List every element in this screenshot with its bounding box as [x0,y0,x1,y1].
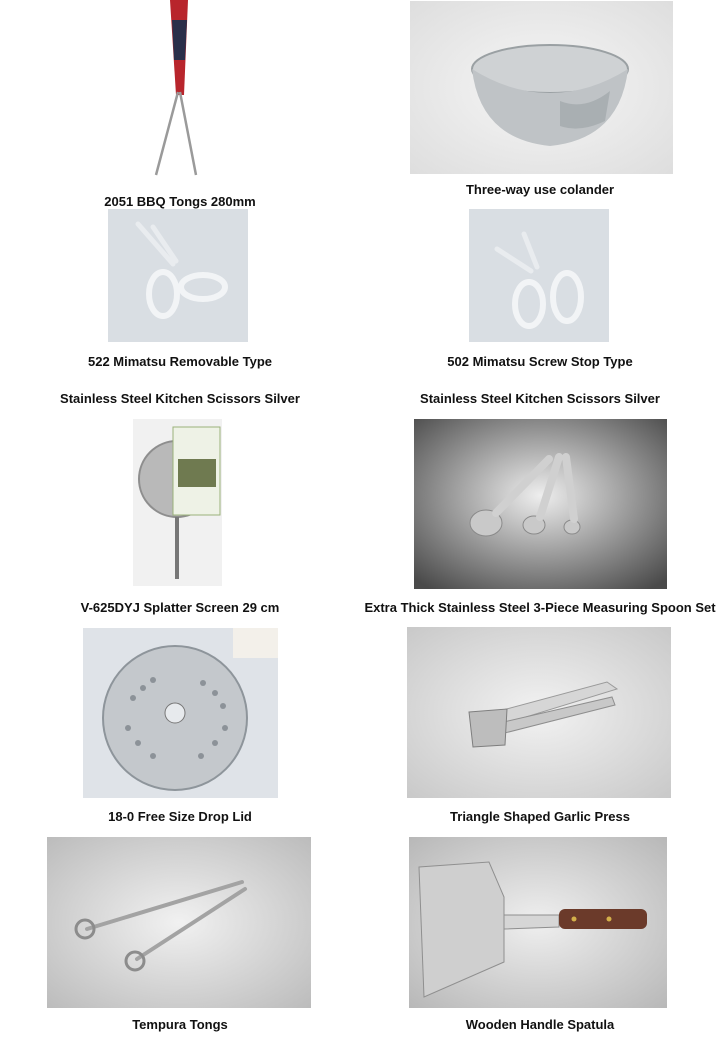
garlic-press-image [407,627,671,798]
scissors-522-caption-line2: Stainless Steel Kitchen Scissors Silver [60,391,300,406]
colander-image [410,1,673,174]
bbq-tongs-image [150,0,202,178]
tempura-tongs-caption: Tempura Tongs [132,1017,228,1032]
splatter-screen-caption: V-625DYJ Splatter Screen 29 cm [80,600,280,615]
measuring-spoons-caption: Extra Thick Stainless Steel 3-Piece Measuring Spoon Set [364,600,716,615]
scissors-502-caption-line2: Stainless Steel Kitchen Scissors Silver [420,391,660,406]
garlic-press-caption: Triangle Shaped Garlic Press [450,809,630,824]
colander-caption: Three-way use colander [465,182,615,197]
splatter-screen-image [133,419,222,586]
measuring-spoons-image [414,419,667,589]
scissors-522-image [108,209,248,342]
wooden-spatula-caption: Wooden Handle Spatula [465,1017,615,1032]
tempura-tongs-image [47,837,311,1008]
scissors-502-caption-line1: 502 Mimatsu Screw Stop Type [447,354,633,369]
drop-lid-image [83,628,278,798]
bbq-tongs-caption: 2051 BBQ Tongs 280mm [104,194,256,209]
wooden-spatula-image [409,837,667,1008]
scissors-522-caption-line1: 522 Mimatsu Removable Type [88,354,272,369]
scissors-502-image [469,209,609,342]
drop-lid-caption: 18-0 Free Size Drop Lid [108,809,252,824]
